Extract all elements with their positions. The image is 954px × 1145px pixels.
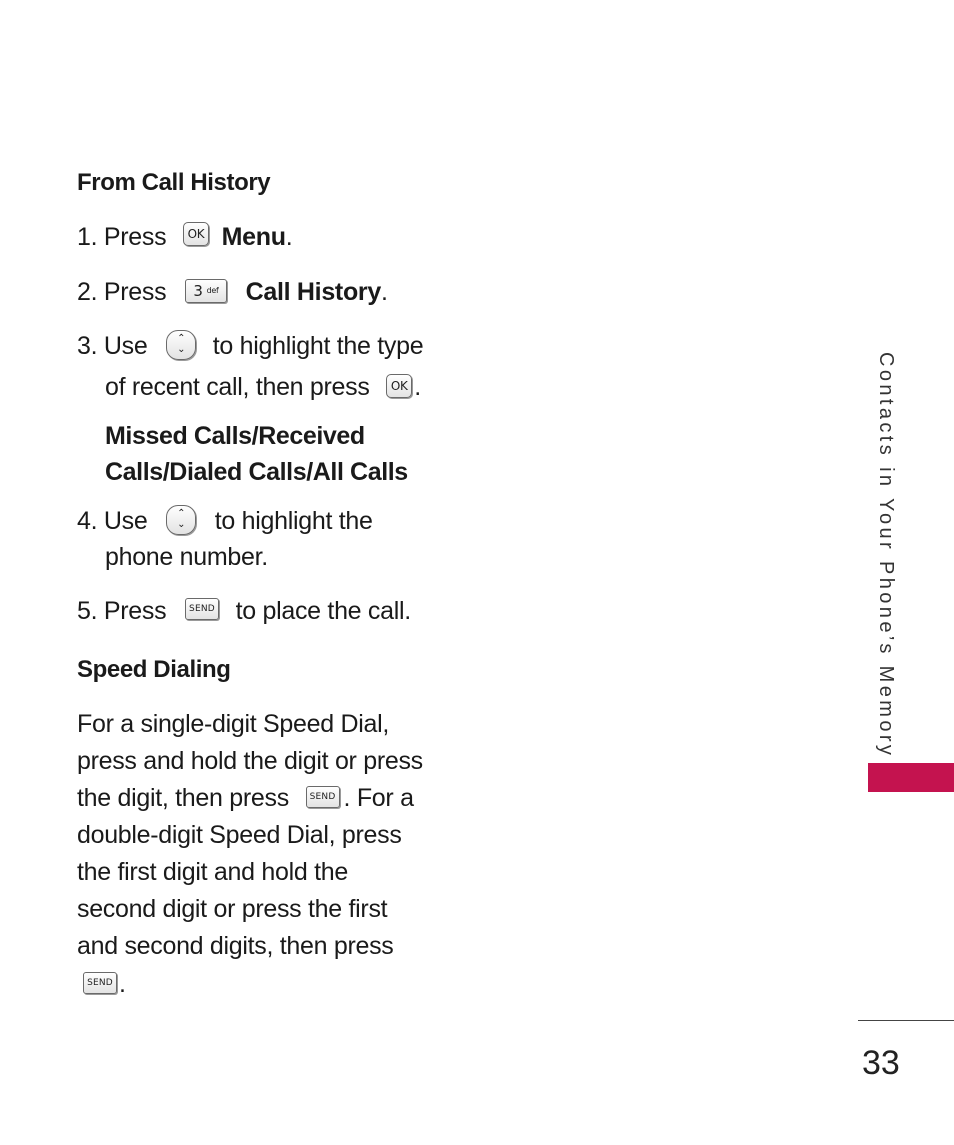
send-key-icon: SEND [306,786,340,808]
step-end: . [380,278,388,306]
send-key-icon: SEND [185,598,219,620]
paragraph-line: double-digit Speed Dial, press [77,821,402,849]
ok-key-icon: OK [183,222,209,246]
footer-rule [858,1020,954,1021]
call-history-label: Call History [245,278,381,306]
section-heading-call-history: From Call History [77,169,271,196]
paragraph-line [77,783,414,813]
step-1 [77,222,292,252]
paragraph-line: and second digits, then press [77,932,394,960]
step-5 [77,596,411,626]
step-text: to highlight the [214,507,373,535]
paragraph-text: . [119,970,126,998]
paragraph-line: the first digit and hold the [77,858,348,886]
key-sub: def [206,286,219,296]
step-number: 1. Press [77,223,167,251]
menu-label: Menu [221,223,286,251]
paragraph-line: second digit or press the first [77,895,388,923]
navigation-key-icon: ⌃ ⌄ [166,505,196,535]
step-text: to highlight the type [212,332,424,360]
options-line-1: Missed Calls/Received [105,422,365,450]
step-text: of recent call, then press [105,373,370,401]
step-end: . [414,373,421,401]
step-4-cont: phone number. [105,543,268,571]
navigation-key-icon: ⌃ ⌄ [166,330,196,360]
step-number: 4. Use [77,507,148,535]
options-line-2: Calls/Dialed Calls/All Calls [105,458,408,486]
paragraph-line: press and hold the digit or press [77,747,423,775]
paragraph-text: . For a [343,784,414,812]
send-key-icon: SEND [83,972,117,994]
step-number: 5. Press [77,597,167,625]
paragraph-text: the digit, then press [77,784,289,812]
page-number: 33 [862,1044,900,1082]
step-2 [77,277,388,307]
step-end: . [285,223,293,251]
step-3-cont [105,372,421,402]
step-3 [77,331,423,362]
ok-key-icon: OK [386,374,412,398]
step-number: 2. Press [77,278,167,306]
step-number: 3. Use [77,332,148,360]
paragraph-line [83,969,126,999]
section-heading-speed-dialing: Speed Dialing [77,656,231,683]
step-4 [77,506,373,537]
key-digit: 3 [193,282,203,301]
paragraph-line: For a single-digit Speed Dial, [77,710,389,738]
chapter-tab-marker [868,763,954,792]
chapter-sidebar-label: Contacts in Your Phone’s Memory [875,352,897,759]
step-text: to place the call. [235,597,411,625]
key-3-icon [185,279,227,303]
